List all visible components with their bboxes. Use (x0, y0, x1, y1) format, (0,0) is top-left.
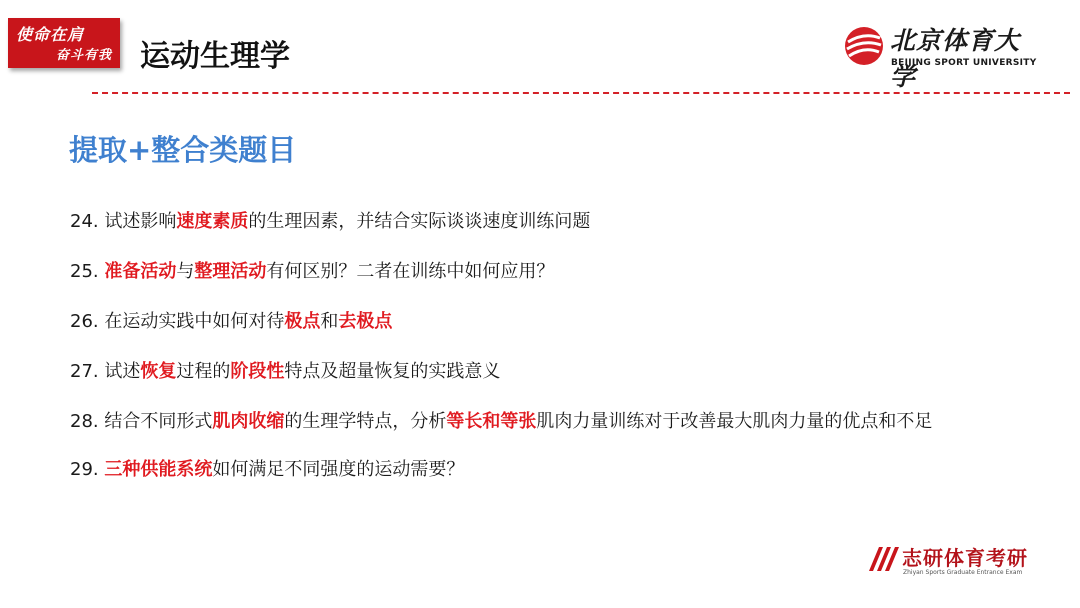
highlight-term: 等长和等张 (446, 411, 537, 432)
question-number: 27. (70, 361, 99, 382)
question-text: 和 (320, 311, 339, 332)
university-logo (842, 18, 1042, 91)
university-name-cn: 北京体育大学 (890, 26, 1021, 91)
university-name-en: BEIJING SPORT UNIVERSITY (891, 58, 1037, 68)
question-text: 有何区别？二者在训练中如何应用？ (266, 261, 555, 282)
question-29 (70, 455, 1010, 485)
zhiyan-name-en: Zhiyan Sports Graduate Entrance Exam (903, 569, 1023, 576)
question-list (70, 207, 1010, 505)
highlight-term: 速度素质 (176, 211, 249, 232)
question-text: 结合不同形式 (104, 411, 213, 432)
highlight-term: 整理活动 (194, 261, 267, 282)
zhiyan-name-cn: 志研体育考研 (902, 546, 1028, 570)
question-number: 28. (70, 411, 99, 432)
question-26 (70, 307, 1010, 337)
question-text: 试述影响 (104, 211, 177, 232)
section-title: 提取+整合类题目 (69, 133, 297, 167)
question-24 (70, 207, 1010, 237)
question-text: 试述 (104, 361, 141, 382)
highlight-term: 去极点 (338, 311, 393, 332)
zhiyan-emblem-icon (866, 541, 900, 575)
question-text: 在运动实践中如何对待 (104, 311, 285, 332)
question-27 (70, 357, 1010, 387)
header-divider (92, 92, 1070, 94)
badge-line-1: 使命在肩 (16, 25, 85, 44)
question-number: 25. (70, 261, 99, 282)
highlight-term: 准备活动 (104, 261, 177, 282)
question-25 (70, 257, 1010, 287)
question-text: 的生理学特点，分析 (284, 411, 447, 432)
question-number: 24. (70, 211, 99, 232)
question-text: 肌肉力量训练对于改善最大肌肉力量的优点和不足 (536, 411, 933, 432)
question-text: 如何满足不同强度的运动需要？ (212, 459, 465, 480)
question-text: 与 (176, 261, 195, 282)
university-emblem-icon (842, 24, 886, 68)
slogan-badge (8, 18, 120, 68)
highlight-term: 恢复 (140, 361, 177, 382)
highlight-term: 极点 (284, 311, 321, 332)
question-text: 特点及超量恢复的实践意义 (284, 361, 501, 382)
question-number: 29. (70, 459, 99, 480)
badge-line-2: 奋斗有我 (55, 48, 112, 63)
highlight-term: 阶段性 (230, 361, 285, 382)
question-number: 26. (70, 311, 99, 332)
highlight-term: 三种供能系统 (104, 459, 213, 480)
zhiyan-logo (866, 532, 1062, 588)
question-text: 过程的 (176, 361, 231, 382)
question-text: 的生理因素，并结合实际谈谈速度训练问题 (248, 211, 591, 232)
highlight-term: 肌肉收缩 (212, 411, 285, 432)
question-28 (70, 407, 1010, 437)
course-title: 运动生理学 (140, 39, 290, 74)
